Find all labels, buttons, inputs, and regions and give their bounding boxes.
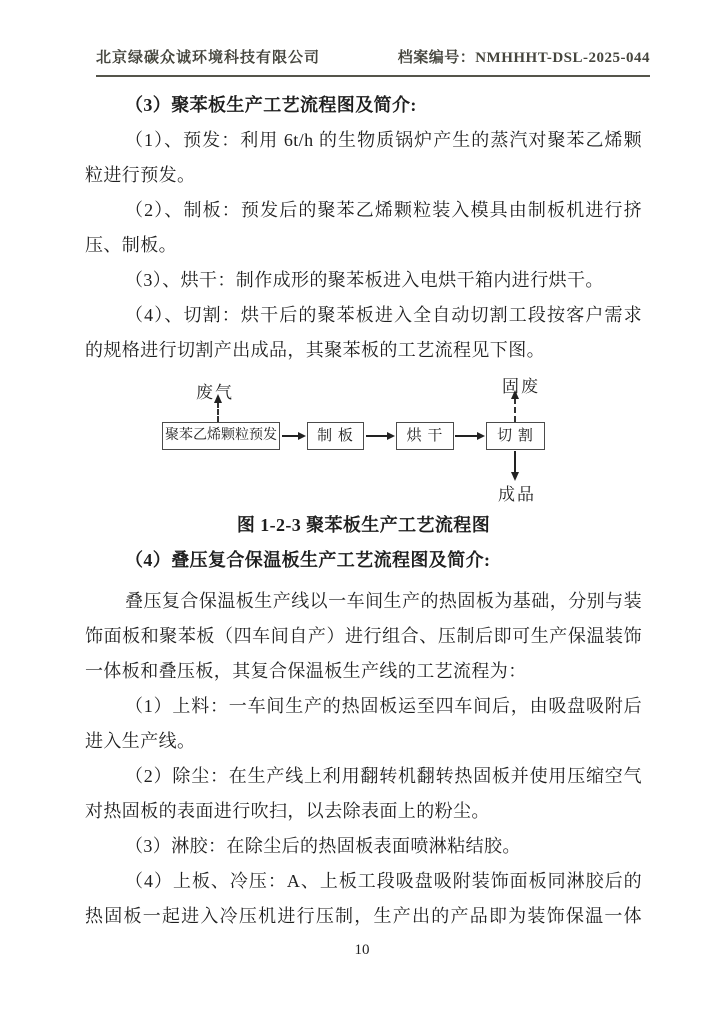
document-body: [85, 88, 642, 934]
page-header: [96, 46, 650, 77]
arrow-up-dashed-icon: [217, 402, 219, 422]
paragraph-line: 叠压复合保温板生产线以一车间生产的热固板为基础，分别与装: [125, 591, 642, 611]
paragraph-line: 粒进行预发。: [85, 165, 196, 185]
paragraph-line: 一体板和叠压板，其复合保温板生产线的工艺流程为：: [85, 661, 527, 681]
process-flowchart: [85, 372, 642, 508]
section-heading-3: （3）聚苯板生产工艺流程图及简介:: [125, 95, 417, 115]
solid-waste-label: 固废: [502, 377, 540, 396]
paragraph-line: （1）上料：一车间生产的热固板运至四车间后，由吸盘吸附后: [125, 696, 642, 716]
paragraph-line: （3）淋胶：在除尘后的热固板表面喷淋粘结胶。: [125, 836, 521, 856]
paragraph-line: 压、制板。: [85, 235, 177, 255]
paragraph-line: 对热固板的表面进行吹扫，以去除表面上的粉尘。: [85, 801, 490, 821]
paragraph-line: 热固板一起进入冷压机进行压制，生产出的产品即为装饰保温一体: [85, 906, 642, 926]
paragraph-line: （2）、制板：预发后的聚苯乙烯颗粒装入模具由制板机进行挤: [125, 200, 642, 220]
arrow-up-dashed-icon: [514, 398, 516, 422]
paragraph-line: 饰面板和聚苯板（四车间自产）进行组合、压制后即可生产保温装饰: [85, 626, 642, 646]
paragraph-line: 的规格进行切割产出成品，其聚苯板的工艺流程见下图。: [85, 340, 545, 360]
arrow-right-icon: [282, 435, 304, 437]
waste-gas-label: 废气: [196, 383, 234, 402]
section-heading-4: （4）叠压复合保温板生产工艺流程图及简介:: [125, 550, 491, 570]
paragraph-line: （4）、切割：烘干后的聚苯板进入全自动切割工段按客户需求: [125, 305, 642, 325]
company-name: 北京绿碳众诚环境科技有限公司: [96, 50, 321, 66]
paragraph-line: （2）除尘：在生产线上利用翻转机翻转热固板并使用压缩空气: [125, 766, 642, 786]
arrow-right-icon: [366, 435, 393, 437]
flow-box-board-making: 制 板: [307, 422, 364, 450]
arrow-down-icon: [514, 451, 516, 473]
paragraph-line: 进入生产线。: [85, 731, 196, 751]
flow-box-prefoaming: 聚苯乙烯颗粒预发: [162, 422, 280, 450]
paragraph-line: （1）、预发：利用 6t/h 的生物质锅炉产生的蒸汽对聚苯乙烯颗: [125, 130, 642, 150]
doc-number: 档案编号：NMHHHT-DSL-2025-044: [397, 50, 650, 66]
flow-box-cutting: 切 割: [486, 422, 545, 450]
arrow-right-icon: [455, 435, 483, 437]
figure-caption: 图 1-2-3 聚苯板生产工艺流程图: [236, 515, 491, 535]
product-label: 成品: [498, 485, 536, 504]
page-number: 10: [354, 942, 370, 958]
paragraph-line: （3）、烘干：制作成形的聚苯板进入电烘干箱内进行烘干。: [125, 270, 604, 290]
paragraph-line: （4）上板、冷压：A、上板工段吸盘吸附装饰面板同淋胶后的: [125, 871, 642, 891]
flow-box-drying: 烘 干: [396, 422, 454, 450]
